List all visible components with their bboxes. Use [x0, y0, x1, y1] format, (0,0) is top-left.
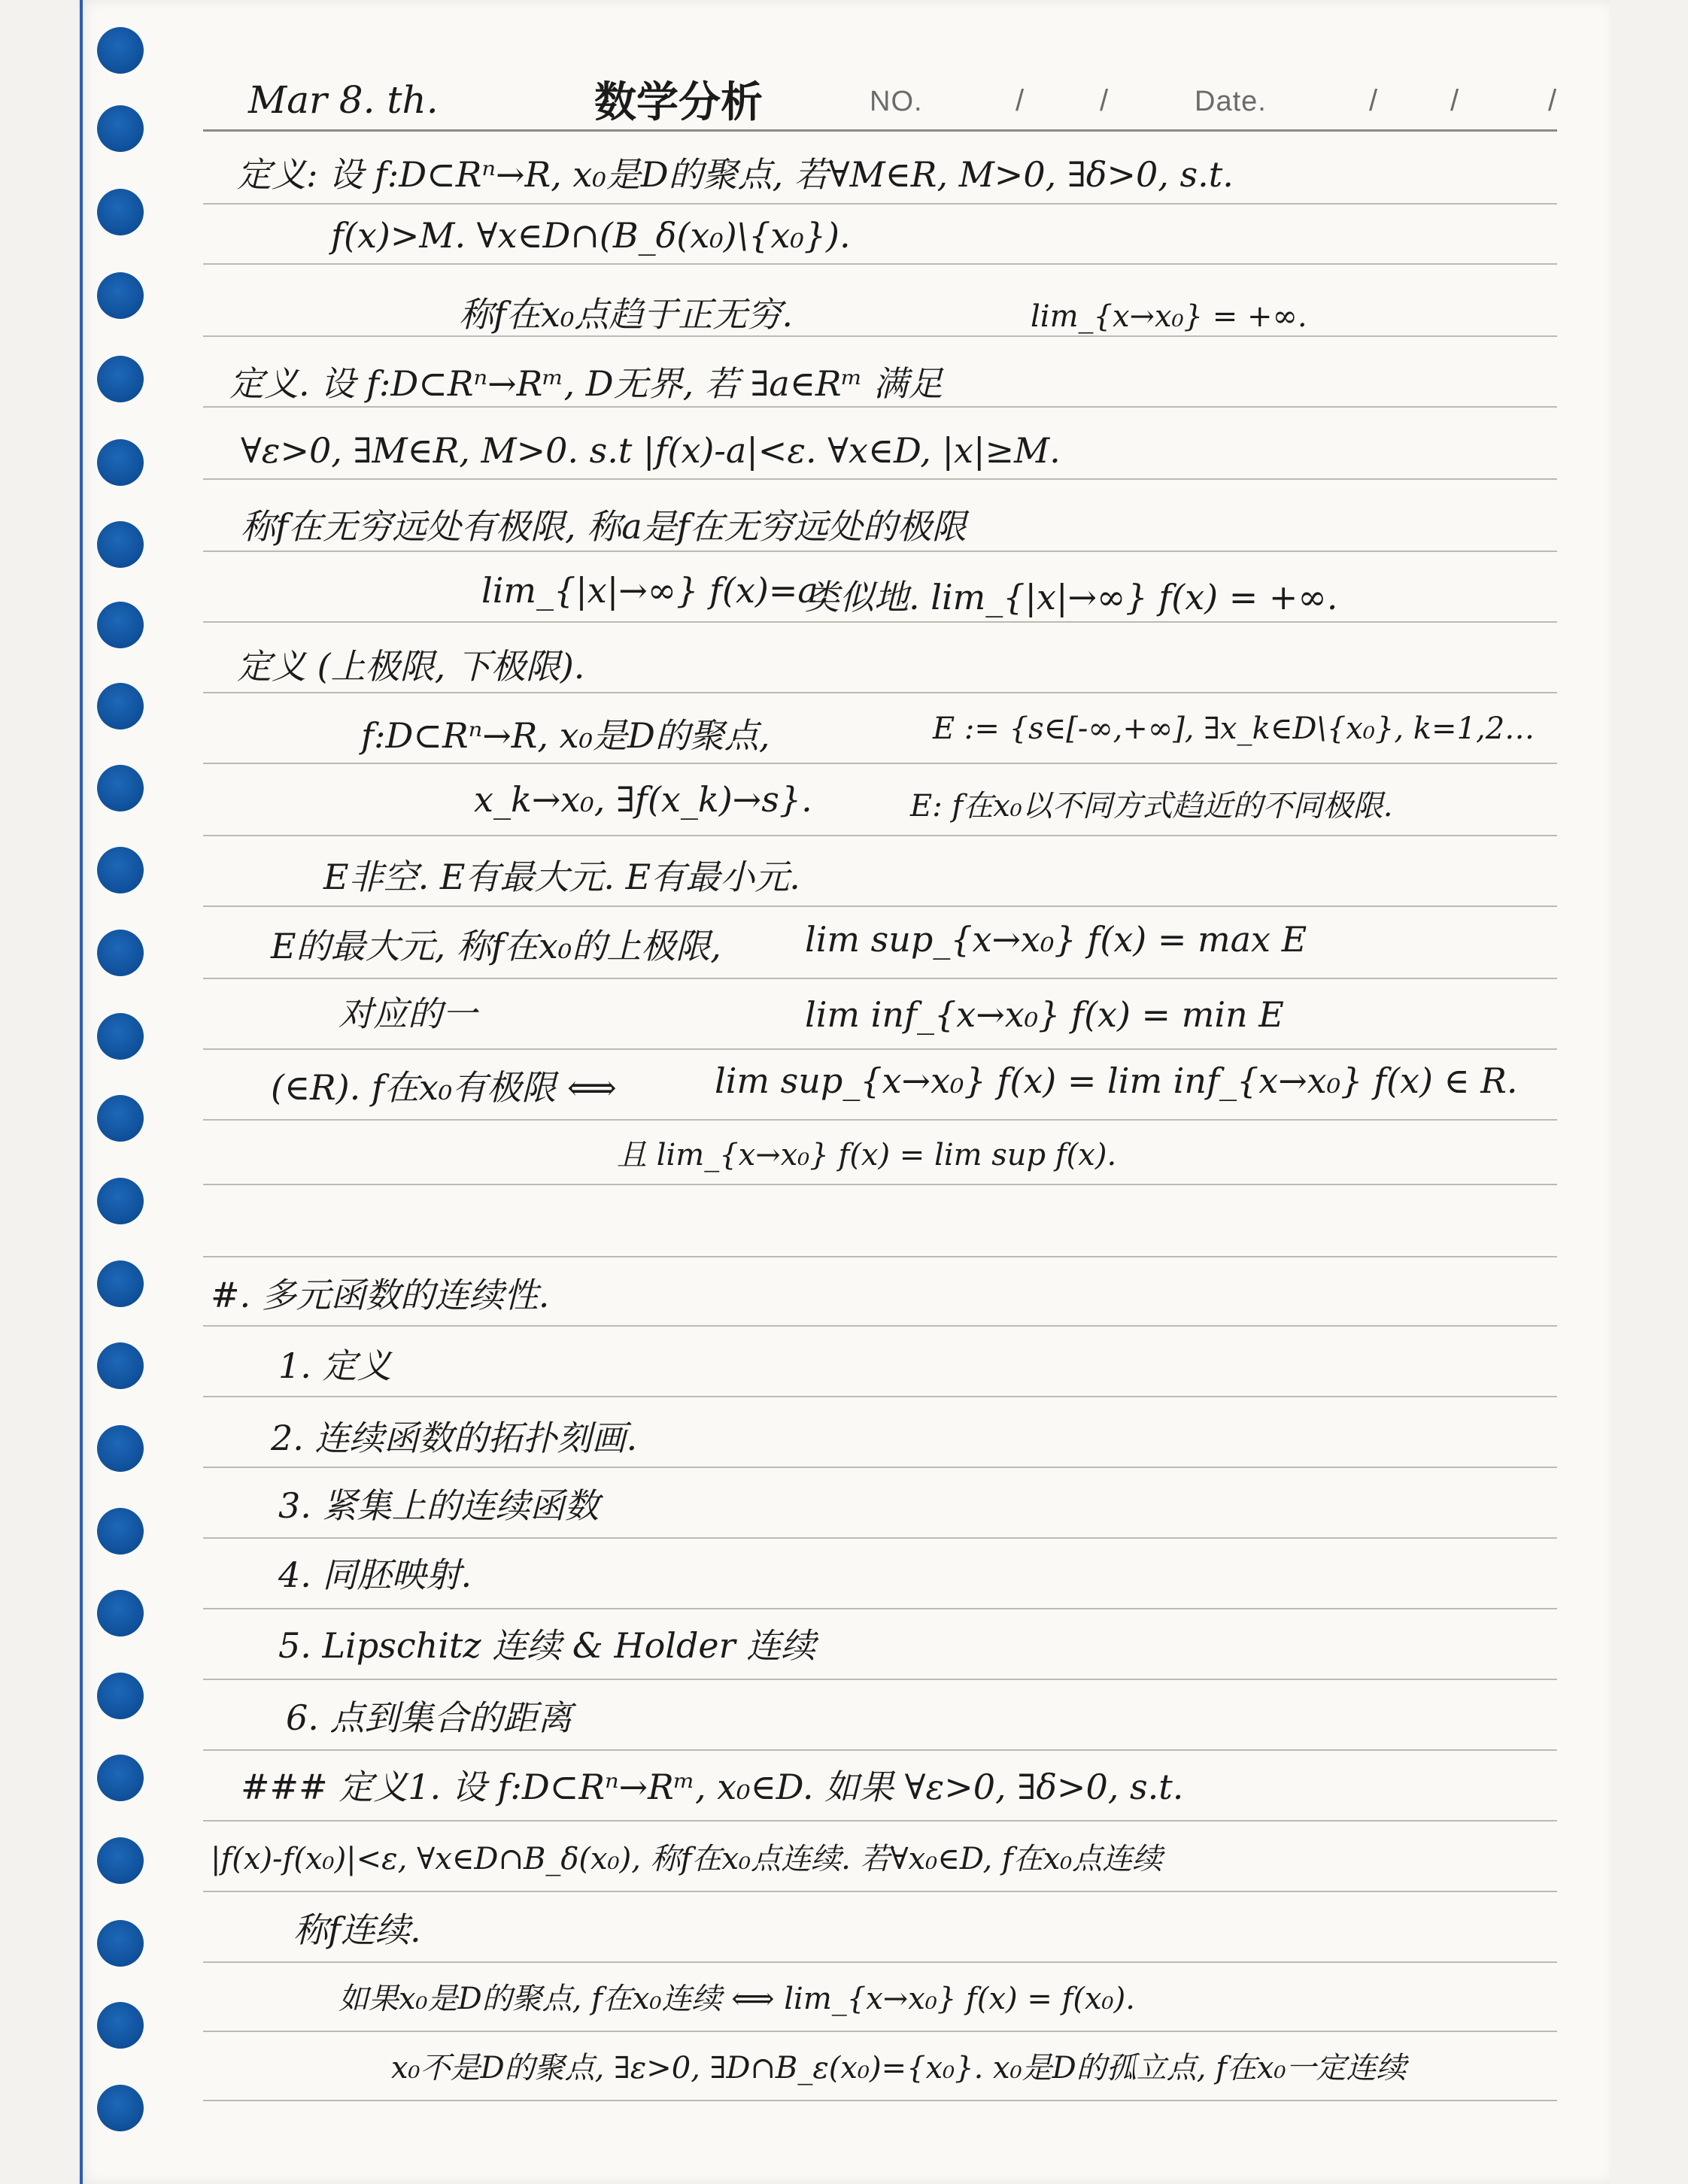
binding-hole — [97, 521, 144, 568]
note-line: 且 lim_{x→x₀} f(x) = lim sup f(x). — [617, 1138, 1117, 1172]
binding-hole — [97, 1178, 144, 1224]
no-label: NO. — [870, 86, 923, 117]
note-line: 定义 (上极限, 下极限). — [237, 646, 585, 687]
binding-hole — [97, 1920, 144, 1967]
binding-hole — [97, 2085, 144, 2131]
binding-hole — [97, 1508, 144, 1555]
note-line: (∈R). f在x₀有极限 ⟺ — [271, 1067, 617, 1108]
ruled-line — [203, 1396, 1557, 1397]
note-line: E: f在x₀以不同方式趋近的不同极限. — [910, 789, 1393, 824]
note-line: f(x)>M. ∀x∈D∩(B_δ(x₀)\{x₀}). — [331, 215, 851, 256]
note-line: lim inf_{x→x₀} f(x) = min E — [805, 994, 1284, 1035]
note-date: Mar 8. th. — [248, 78, 439, 122]
note-line: 类似地. lim_{|x|→∞} f(x) = +∞. — [805, 577, 1338, 617]
binding-hole — [97, 189, 144, 235]
note-line: ∀ε>0, ∃M∈R, M>0. s.t |f(x)-a|<ε. ∀x∈D, |x|≥M. — [241, 430, 1061, 471]
note-line: x_k→x₀, ∃f(x_k)→s}. — [474, 779, 812, 820]
date-slash: / — [1369, 84, 1378, 117]
ruled-line — [203, 978, 1557, 979]
list-item: 4. 同胚映射. — [278, 1555, 472, 1595]
binding-hole — [97, 683, 144, 730]
binding-hole — [97, 439, 144, 486]
note-line: 称f连续. — [293, 1909, 421, 1950]
ruled-line — [203, 905, 1557, 907]
binding-hole — [97, 847, 144, 893]
ruled-line — [203, 692, 1557, 693]
ruled-line — [203, 1184, 1557, 1185]
note-line: E非空. E有最大元. E有最小元. — [323, 857, 800, 897]
ruled-line — [203, 835, 1557, 836]
ruled-line — [203, 478, 1557, 480]
binding-hole — [97, 1590, 144, 1636]
list-item: 5. Lipschitz 连续 & Holder 连续 — [278, 1625, 816, 1666]
note-subject: 数学分析 — [594, 77, 763, 127]
date-label: Date. — [1195, 86, 1267, 117]
section-heading: #. 多元函数的连续性. — [211, 1275, 550, 1315]
ruled-line — [203, 1048, 1557, 1050]
note-line: 对应的一 — [339, 993, 477, 1034]
ruled-line — [203, 406, 1557, 408]
note-line: lim sup_{x→x₀} f(x) = lim inf_{x→x₀} f(x) ∈ R. — [715, 1060, 1518, 1101]
note-line: lim sup_{x→x₀} f(x) = max E — [805, 919, 1307, 960]
note-line: 定义: 设 f:D⊂Rⁿ→R, x₀是D的聚点, 若∀M∈R, M>0, ∃δ>0, s.t. — [237, 154, 1234, 195]
note-line: lim_{x→x₀} = +∞. — [1031, 299, 1307, 334]
note-line: ### 定义1. 设 f:D⊂Rⁿ→Rᵐ, x₀∈D. 如果 ∀ε>0, ∃δ>0, s.t. — [241, 1767, 1184, 1807]
binding-hole — [97, 1425, 144, 1472]
ruled-line — [203, 763, 1557, 764]
ruled-line — [203, 2031, 1557, 2032]
ruled-line — [203, 1325, 1557, 1327]
binding-hole — [97, 1673, 144, 1719]
note-line: x₀不是D的聚点, ∃ε>0, ∃D∩B_ε(x₀)={x₀}. x₀是D的孤立点, f在x₀一定连续 — [391, 2051, 1407, 2085]
ruled-line — [203, 335, 1557, 337]
binding-hole — [97, 2002, 144, 2049]
no-slash: / — [1016, 84, 1025, 117]
list-item: 1. 定义 — [278, 1345, 392, 1386]
note-line: E的最大元, 称f在x₀的上极限, — [271, 926, 721, 966]
page-header — [0, 81, 1688, 126]
note-line: f:D⊂Rⁿ→R, x₀是D的聚点, — [361, 715, 770, 756]
page-edge-line — [80, 0, 83, 2184]
binding-hole — [97, 930, 144, 976]
ruled-line — [203, 263, 1557, 265]
ruled-line — [203, 551, 1557, 552]
ruled-line — [203, 1891, 1557, 1892]
ruled-line — [203, 203, 1557, 205]
header-rule — [203, 129, 1557, 132]
list-item: 3. 紧集上的连续函数 — [278, 1485, 600, 1526]
binding-hole — [97, 356, 144, 402]
ruled-line — [203, 1820, 1557, 1822]
binding-hole — [97, 1013, 144, 1060]
binding-hole — [97, 27, 144, 74]
note-line: 称f在无穷远处有极限, 称a是f在无穷远处的极限 — [241, 506, 967, 547]
ruled-line — [203, 1679, 1557, 1680]
note-line: 如果x₀是D的聚点, f在x₀连续 ⟺ lim_{x→x₀} f(x) = f(x₀). — [339, 1982, 1135, 2016]
ruled-line — [203, 1961, 1557, 1963]
note-line: 定义. 设 f:D⊂Rⁿ→Rᵐ, D无界, 若 ∃a∈Rᵐ 满足 — [229, 363, 943, 404]
note-line: |f(x)-f(x₀)|<ε, ∀x∈D∩B_δ(x₀), 称f在x₀点连续. 若∀x₀∈D, f在x₀点连续 — [211, 1842, 1163, 1876]
list-item: 6. 点到集合的距离 — [286, 1697, 572, 1738]
ruled-line — [203, 1537, 1557, 1539]
list-item: 2. 连续函数的拓扑刻画. — [271, 1418, 638, 1458]
binding-hole — [97, 1260, 144, 1307]
note-line: lim_{|x|→∞} f(x)=a. — [481, 570, 830, 611]
ruled-line — [203, 621, 1557, 623]
binding-hole — [97, 765, 144, 811]
date-slash: / — [1450, 84, 1459, 117]
binding-hole — [97, 1755, 144, 1801]
ruled-line — [203, 2100, 1557, 2101]
binding-hole — [97, 272, 144, 319]
ruled-line — [203, 1119, 1557, 1121]
ruled-line — [203, 1467, 1557, 1468]
note-line: 称f在x₀点趋于正无穷. — [459, 294, 794, 335]
ruled-line — [203, 1608, 1557, 1609]
binding-hole — [97, 1342, 144, 1389]
binding-hole — [97, 602, 144, 648]
ruled-line — [203, 1256, 1557, 1257]
note-line: E := {s∈[-∞,+∞], ∃x_k∈D\{x₀}, k=1,2… — [933, 711, 1535, 746]
no-slash: / — [1100, 84, 1109, 117]
ruled-line — [203, 1749, 1557, 1751]
binding-hole — [97, 1837, 144, 1884]
date-slash: / — [1548, 84, 1557, 117]
binding-hole — [97, 1095, 144, 1142]
